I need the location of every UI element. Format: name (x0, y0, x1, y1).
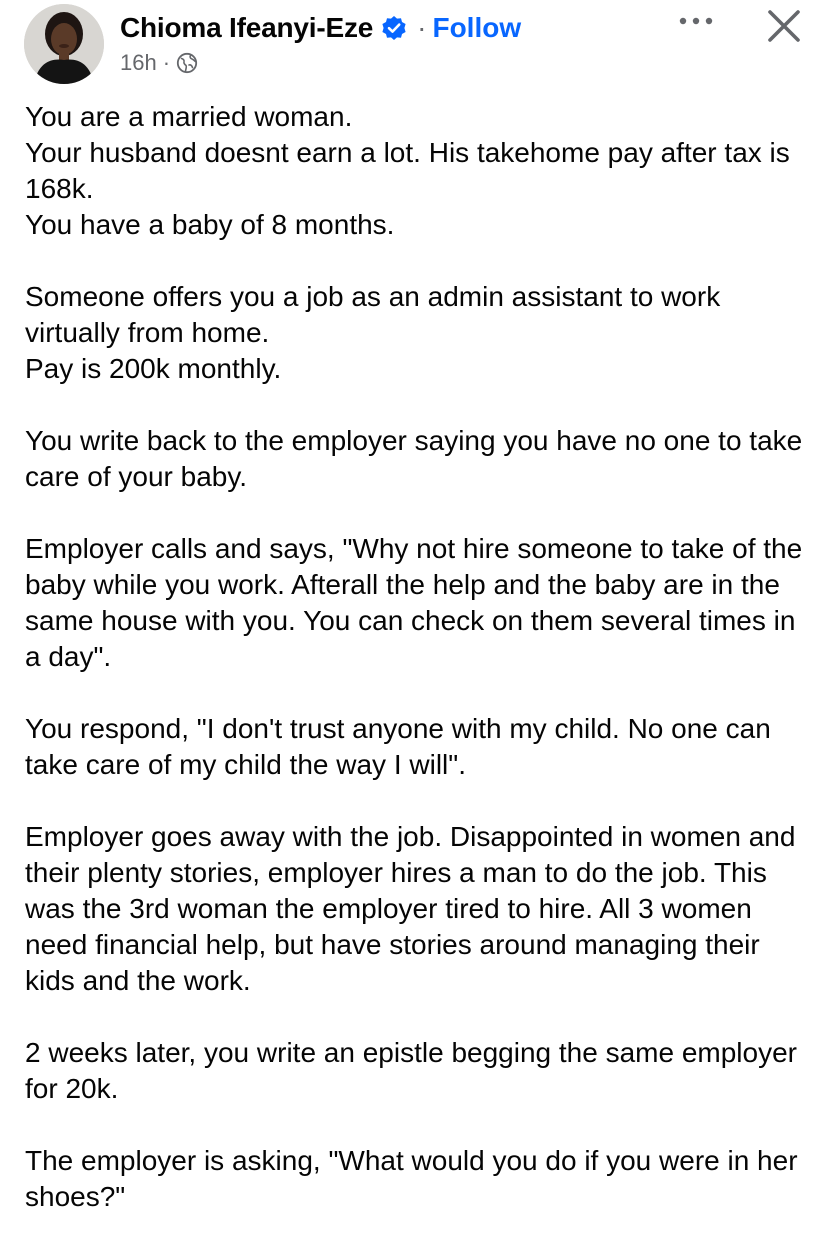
post-paragraph (25, 99, 815, 243)
globe-icon[interactable] (176, 52, 198, 74)
verified-badge-icon (381, 15, 407, 41)
post-paragraph (25, 1143, 815, 1215)
post-text (25, 99, 815, 1251)
post-line: The employer is asking, "What would you do if you were in her shoes?" (25, 1145, 798, 1212)
avatar[interactable] (24, 4, 104, 84)
post-line: Your husband doesnt earn a lot. His takehome pay after tax is 168k. (25, 137, 790, 204)
post-paragraph (25, 1035, 815, 1107)
post-timestamp[interactable]: 16h (120, 50, 157, 75)
post-line: You respond, "I don't trust anyone with my child. No one can take care of my child the way I will". (25, 713, 771, 780)
post-meta (120, 48, 198, 78)
post-header (0, 0, 828, 92)
post-line: You write back to the employer saying you have no one to take care of your baby. (25, 425, 803, 492)
post-line: Employer calls and says, "Why not hire someone to take of the baby while you work. Afterall the help and the baby are in the same house with you. You can check on them several times in a day". (25, 533, 803, 672)
author-name[interactable]: Chioma Ifeanyi-Eze (120, 12, 374, 43)
post-line: Someone offers you a job as an admin assistant to work virtually from home. (25, 281, 721, 348)
follow-button[interactable]: Follow (432, 12, 522, 43)
more-options-icon[interactable] (674, 6, 718, 36)
avatar-photo (24, 4, 104, 84)
post-paragraph (25, 531, 815, 675)
author-row (120, 8, 521, 48)
post-paragraph (25, 279, 815, 387)
post-paragraph (25, 711, 815, 783)
post-paragraph (25, 423, 815, 495)
post-line: Pay is 200k monthly. (25, 353, 282, 384)
meta-separator: · (162, 50, 171, 75)
post-line: You have a baby of 8 months. (25, 209, 395, 240)
post-line: 2 weeks later, you write an epistle begging the same employer for 20k. (25, 1037, 797, 1104)
separator-dot: · (417, 12, 427, 43)
post-paragraph (25, 819, 815, 999)
post-line: Employer goes away with the job. Disappointed in women and their plenty stories, employer hires a man to do the job. This was the 3rd woman the employer tired to hire. All 3 women need financial help, but have stories around managing their kids and the work. (25, 821, 796, 996)
close-icon[interactable] (764, 6, 804, 46)
post-line: You are a married woman. (25, 101, 353, 132)
